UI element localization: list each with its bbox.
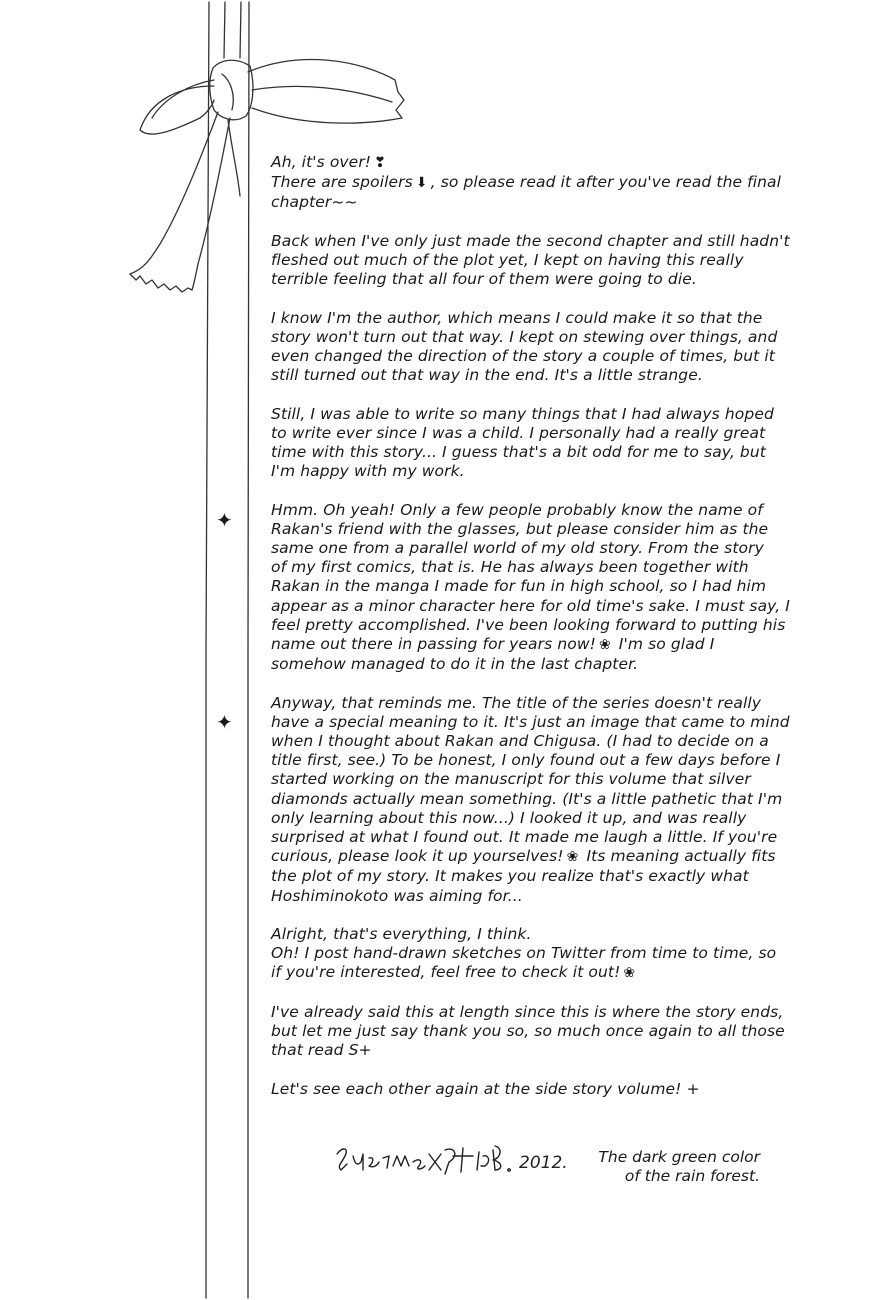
sparkle-icon: ✦ <box>216 508 233 532</box>
paragraph: Alright, that's everything, I think. Oh! I post hand-drawn sketches on Twitter from time to time, so if you're interested, feel free to check it out! ❀ <box>271 925 819 984</box>
sparkle-icon: ✦ <box>216 710 233 734</box>
flower-icon: ❀ <box>566 849 579 866</box>
paragraph: Hmm. Oh yeah! Only a few people probably know the name of Rakan's friend with the glasses, but please consider him as the same one from a parallel world of my old story. From the story of my first comics, that is. He has always been together with Rakan in the manga I made for fun in high school, so I had him appear as a minor character here for old time's sake. I must say, I feel pretty accomplished. I've been looking forward to putting his name out there in passing for years now! ❀ I'm so glad I somehow managed to do it in the last chapter. <box>271 500 790 674</box>
paragraph: I've already said this at length since this is where the story ends, but let me just say thank you so, so much once again to all those that read S+ <box>271 1002 785 1060</box>
afterword-text <box>271 153 819 1118</box>
heart-arrow-icon: ❣ <box>374 155 386 171</box>
paragraph: Ah, it's over! ❣ There are spoilers ⬇ , so please read it after you've read the final chapter~~ <box>271 153 782 212</box>
paragraph: I know I'm the author, which means I could make it so that the story won't turn out that way. I kept on stewing over things, and even changed the direction of the story a couple of times, but it still turned out that way in the end. It's a little strange. <box>271 308 778 385</box>
paragraph: Back when I've only just made the second chapter and still hadn't fleshed out much of the plot yet, I kept on having this really terrible feeling that all four of them were going to die. <box>271 231 790 289</box>
flower-icon: ❀ <box>598 637 611 654</box>
paragraph: Still, I was able to write so many things that I had always hoped to write ever since I was a child. I personally had a really great time with this story... I guess that's a bit odd for me to say, but I'm happy with my work. <box>271 404 774 481</box>
signature-year: 2012. <box>519 1153 568 1173</box>
down-arrow-icon: ⬇ <box>415 175 428 192</box>
flower-icon: ❀ <box>623 965 636 982</box>
paragraph: Anyway, that reminds me. The title of the series doesn't really have a special meaning to it. It's just an image that came to mind when I thought about Rakan and Chigusa. (I had to decide on a title first, see.) To be honest, I only found out a few days before I started working on the manuscript for this volume that silver diamonds actually mean something. (It's a little pathetic that I'm only learning about this now...) I looked it up, and was really surprised at what I found out. It made me laugh a little. If you're curious, please look it up yourselves! ❀ Its meaning actually fits the plot of my story. It makes you realize that's exactly what Hoshiminokoto was aiming for... <box>271 693 790 905</box>
paragraph: Let's see each other again at the side story volume! + <box>271 1079 700 1098</box>
signature-credit: The dark green color of the rain forest. <box>598 1148 760 1185</box>
